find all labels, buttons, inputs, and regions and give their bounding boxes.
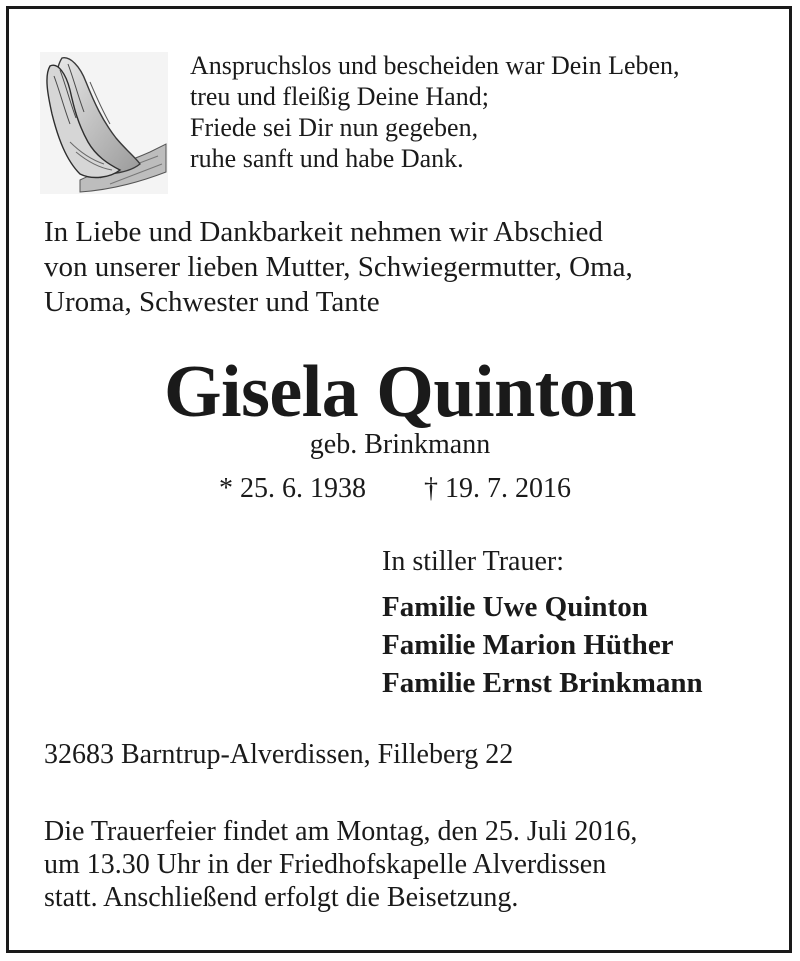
poem-line: ruhe sanft und habe Dank. bbox=[190, 144, 464, 173]
service-line: statt. Anschließend erfolgt die Beisetzung. bbox=[44, 882, 519, 913]
birth-date: * 25. 6. 1938 bbox=[219, 473, 366, 504]
poem-line: Friede sei Dir nun gegeben, bbox=[190, 113, 479, 142]
mourning-label: In stiller Trauer: bbox=[382, 546, 564, 577]
poem-line: Anspruchslos und bescheiden war Dein Leben, bbox=[190, 51, 680, 80]
intro-line: Uroma, Schwester und Tante bbox=[44, 286, 380, 318]
farewell-intro bbox=[44, 215, 633, 320]
death-date: † 19. 7. 2016 bbox=[424, 473, 571, 504]
intro-line: In Liebe und Dankbarkeit nehmen wir Abschied bbox=[44, 216, 603, 248]
family-name: Familie Uwe Quinton bbox=[382, 591, 648, 623]
poem-line: treu und fleißig Deine Hand; bbox=[190, 82, 489, 111]
praying-hands-icon bbox=[40, 52, 168, 194]
family-name: Familie Ernst Brinkmann bbox=[382, 667, 703, 699]
deceased-name: Gisela Quinton bbox=[163, 351, 637, 433]
poem bbox=[190, 50, 680, 174]
funeral-service-info bbox=[44, 815, 637, 914]
family-name: Familie Marion Hüther bbox=[382, 629, 674, 661]
address: 32683 Barntrup-Alverdissen, Filleberg 22 bbox=[44, 739, 514, 770]
intro-line: von unserer lieben Mutter, Schwiegermutter, Oma, bbox=[44, 251, 633, 283]
mourning-families bbox=[382, 588, 703, 702]
service-line: um 13.30 Uhr in der Friedhofskapelle Alverdissen bbox=[44, 849, 607, 880]
service-line: Die Trauerfeier findet am Montag, den 25. Juli 2016, bbox=[44, 816, 638, 847]
maiden-name: geb. Brinkmann bbox=[309, 429, 491, 460]
